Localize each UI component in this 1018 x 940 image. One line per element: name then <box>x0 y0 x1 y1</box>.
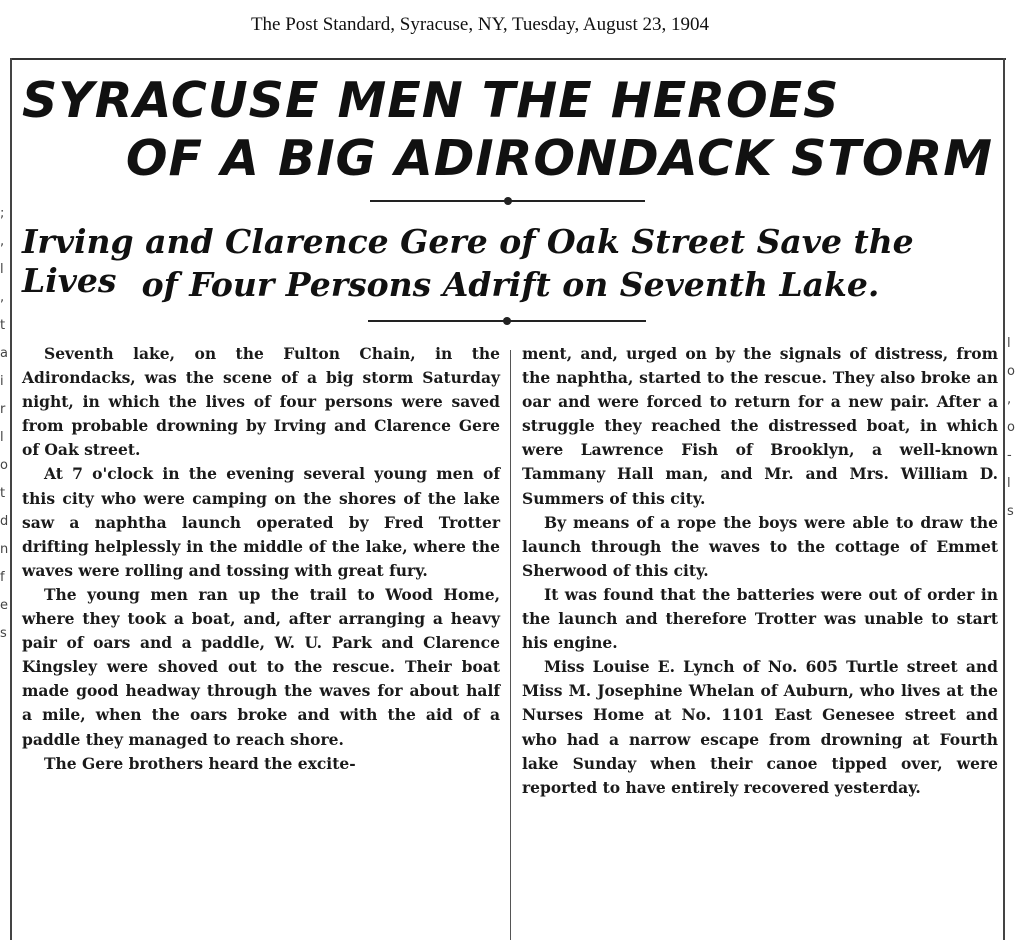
subheadline-divider <box>368 320 646 322</box>
right-border-rule <box>1003 58 1005 940</box>
paragraph: ment, and, urged on by the signals of distress, from the naphtha, started to the rescue. They also broke an oar and were forced to return for a new pair. After a struggle they reached the distressed boat, in which were Lawrence Fish of Brooklyn, a well-known Tammany Hall man, and Mr. and Mrs. William D. Summers of this city. <box>522 344 998 508</box>
paragraph: The young men ran up the trail to Wood Home, where they took a boat, and, after arranging a heavy pair of oars and a paddle, W. U. Park and Clarence Kingsley were shoved out to the rescue. Their boat made good headway through the waves for about half a mile, when the oars broke and with the aid of a paddle they managed to reach shore. <box>22 584 500 749</box>
subheadline-line-2: of Four Persons Adrift on Seventh Lake. <box>141 265 880 304</box>
column-divider-rule <box>510 350 511 940</box>
divider-dot <box>504 197 512 205</box>
paragraph: It was found that the batteries were out of order in the launch and therefore Trotter was unable to start his engine. <box>522 584 998 653</box>
left-border-rule <box>10 58 12 940</box>
top-border-rule <box>12 58 1006 60</box>
paragraph: Miss Louise E. Lynch of No. 605 Turtle street and Miss M. Josephine Whelan of Auburn, who lives at the Nurses Home at No. 1101 East Genesee street and who had a narrow escape from drowning at Fourth lake Sunday when their canoe tipped over, were reported to have entirely recovered yesterday. <box>522 657 998 797</box>
paragraph: The Gere brothers heard the excite- <box>44 753 356 773</box>
clipping-caption: The Post Standard, Syracuse, NY, Tuesday, August 23, 1904 <box>250 14 710 35</box>
left-edge-fragments: ; , l , t a i r l o t d n f e s <box>0 206 9 641</box>
divider-dot <box>503 317 511 325</box>
article-column-left <box>22 342 500 776</box>
paragraph: By means of a rope the boys were able to draw the launch through the waves to the cottage of Emmet Sherwood of this city. <box>522 512 998 580</box>
headline-line-1: SYRACUSE MEN THE HEROES <box>22 72 840 129</box>
headline-divider <box>370 200 645 202</box>
article-column-right <box>522 342 998 800</box>
subheadline-line-1: Irving and Clarence Gere of Oak Street Save the Lives <box>22 222 914 300</box>
paragraph: Seventh lake, on the Fulton Chain, in the Adirondacks, was the scene of a big storm Saturday night, in which the lives of four persons were saved from probable drowning by Irving and Clarence Gere of Oak street. <box>22 344 500 460</box>
paragraph: At 7 o'clock in the evening several young men of this city who were camping on the shores of the lake saw a naphtha launch operated by Fred Trotter drifting helplessly in the middle of the lake, where the waves were rolling and tossing with great fury. <box>22 464 500 580</box>
headline-line-2: OF A BIG ADIRONDACK STORM <box>125 130 993 187</box>
right-edge-fragments: l o , o - l s <box>1007 336 1015 519</box>
